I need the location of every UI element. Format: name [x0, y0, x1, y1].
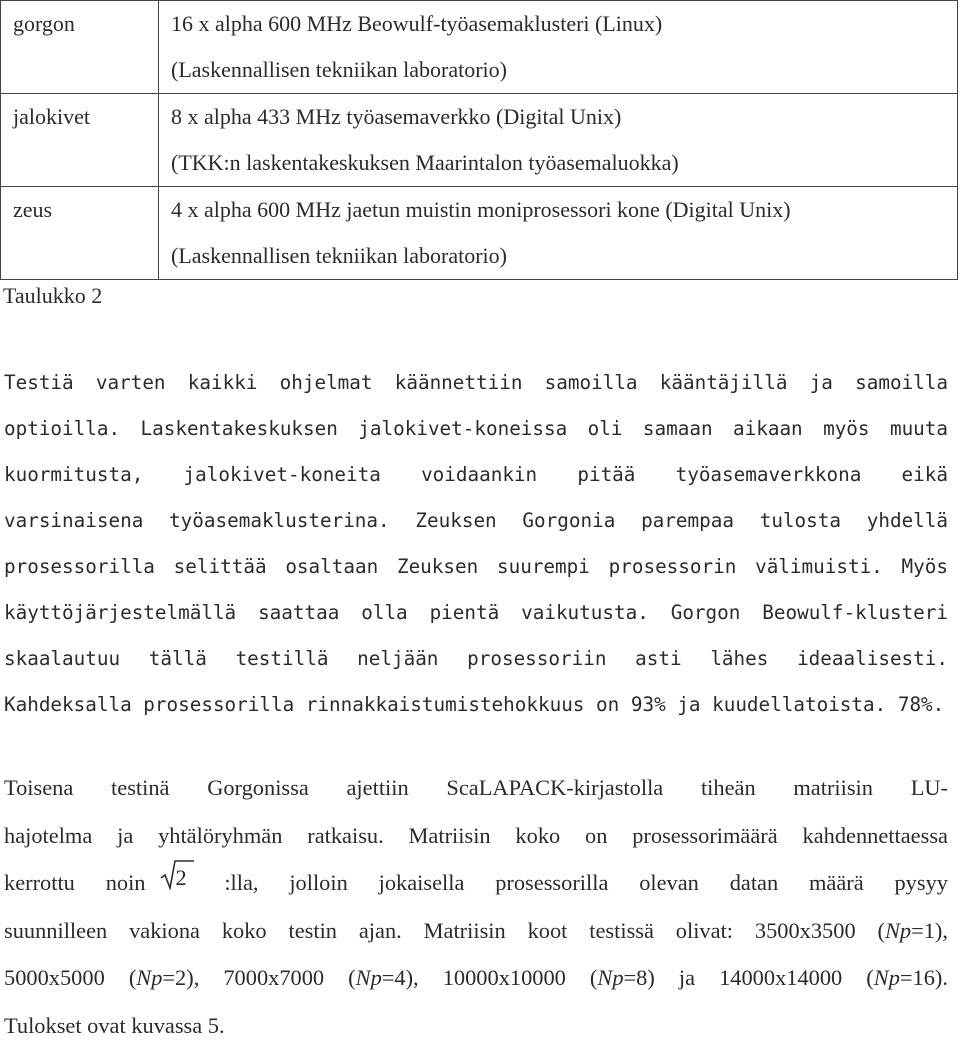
machine-name-zeus: zeus [1, 187, 159, 280]
text-fragment: kerrottu noin [4, 870, 146, 895]
description-line: 16 x alpha 600 MHz Beowulf-työasemaklusteri (Linux) [171, 1, 957, 47]
text-fragment: suunnilleen vakiona koko testin ajan. Matriisin koot testissä olivat: 3500x3500 ( [4, 918, 885, 943]
text-line [4, 954, 948, 1002]
text-fragment: =2), 7000x7000 ( [162, 965, 355, 990]
text-fragment: =1), [911, 918, 948, 943]
machine-name-gorgon: gorgon [1, 1, 159, 94]
machine-description-jalokivet [159, 94, 958, 187]
text-fragment: 5000x5000 ( [4, 965, 136, 990]
table-row-zeus [1, 187, 958, 280]
description-line: (TKK:n laskentakeskuksen Maarintalon työasemaluokka) [171, 140, 957, 186]
np-symbol: Np [597, 965, 623, 990]
description-line: (Laskennallisen tekniikan laboratorio) [171, 47, 957, 93]
paragraph-scalapack-test [4, 764, 948, 1049]
text-line [4, 907, 948, 955]
paragraph-test-setup: Testiä varten kaikki ohjelmat käännettiin samoilla kääntäjillä ja samoilla optioilla. Laskentakeskuksen jalokivet-koneissa oli samaan aikaan myös muuta kuormitusta, jalokivet-koneita voidaankin pitää työasemaverkkona eikä varsinaisena työasemaklusterina. Zeuksen Gorgonia parempaa tulosta yhdellä prosessorilla selittää osaltaan Zeuksen suurempi prosessorin välimuisti. Myös käyttöjärjestelmällä saattaa olla pientä vaikutusta. Gorgon Beowulf-klusteri skaalautuu tällä testillä neljään prosessoriin asti lähes ideaalisesti. Kahdeksalla prosessorilla rinnakkaistumistehokkuus on 93% ja kuudellatoista. 78%. [4, 360, 948, 728]
square-root-symbol [160, 864, 192, 894]
np-symbol: Np [136, 965, 162, 990]
text-line: Tulokset ovat kuvassa 5. [4, 1002, 948, 1049]
text-fragment: =4), 10000x10000 ( [382, 965, 598, 990]
machine-description-gorgon [159, 1, 958, 94]
description-line: (Laskennallisen tekniikan laboratorio) [171, 233, 957, 279]
text-line: hajotelma ja yhtälöryhmän ratkaisu. Matriisin koko on prosessorimäärä kahdennettaessa [4, 812, 948, 860]
text-fragment: =8) ja 14000x14000 ( [624, 965, 874, 990]
radicand: 2 [176, 864, 187, 892]
table-row-gorgon [1, 1, 958, 94]
np-symbol: Np [356, 965, 382, 990]
text-fragment: =16). [900, 965, 948, 990]
text-fragment: :lla, jolloin jokaisella prosessorilla olevan datan määrä pysyy [224, 870, 948, 895]
table-row-jalokivet [1, 94, 958, 187]
table-caption: Taulukko 2 [3, 276, 102, 316]
np-symbol: Np [885, 918, 911, 943]
description-line: 8 x alpha 433 MHz työasemaverkko (Digital Unix) [171, 94, 957, 140]
machines-table [0, 0, 958, 280]
np-symbol: Np [874, 965, 900, 990]
description-line: 4 x alpha 600 MHz jaetun muistin moniprosessori kone (Digital Unix) [171, 187, 957, 233]
machine-name-jalokivet: jalokivet [1, 94, 159, 187]
machine-description-zeus [159, 187, 958, 280]
text-line [4, 859, 948, 907]
text-line: Toisena testinä Gorgonissa ajettiin ScaLAPACK-kirjastolla tiheän matriisin LU- [4, 764, 948, 812]
